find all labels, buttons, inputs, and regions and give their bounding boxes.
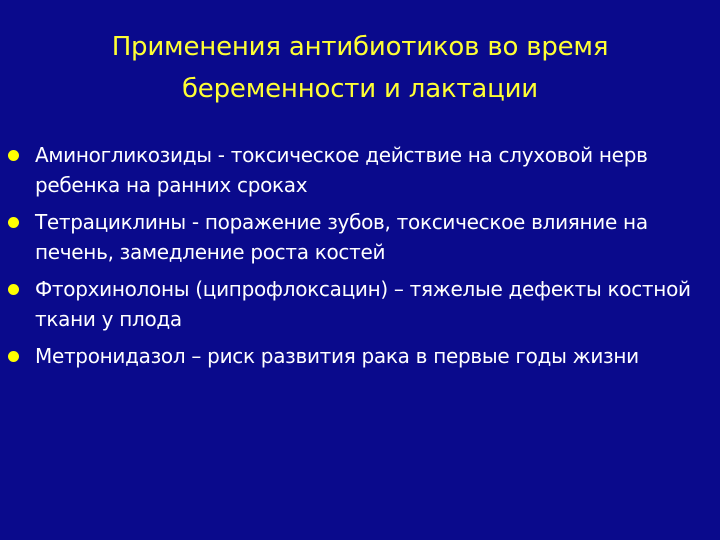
bullet-dot-icon <box>8 150 19 161</box>
bullet-text: Тетрациклины - поражение зубов, токсическое влияние на печень, замедление роста костей <box>35 210 648 264</box>
bullet-item-metronidazole <box>8 341 698 371</box>
bullet-text: Аминогликозиды - токсическое действие на слуховой нерв ребенка на ранних сроках <box>35 143 648 197</box>
bullet-dot-icon <box>8 351 19 362</box>
bullet-dot-icon <box>8 217 19 228</box>
bullet-item-aminoglycosides <box>8 140 698 200</box>
slide-title: Применения антибиотиков во время беременности и лактации <box>111 32 609 104</box>
bullet-item-fluoroquinolones <box>8 274 698 334</box>
bullet-text: Метронидазол – риск развития рака в первые годы жизни <box>35 344 639 368</box>
bullet-dot-icon <box>8 284 19 295</box>
bullet-text: Фторхинолоны (ципрофлоксацин) – тяжелые дефекты костной ткани у плода <box>35 277 691 331</box>
bullet-item-tetracyclines <box>8 207 698 267</box>
bullet-list <box>8 140 698 378</box>
